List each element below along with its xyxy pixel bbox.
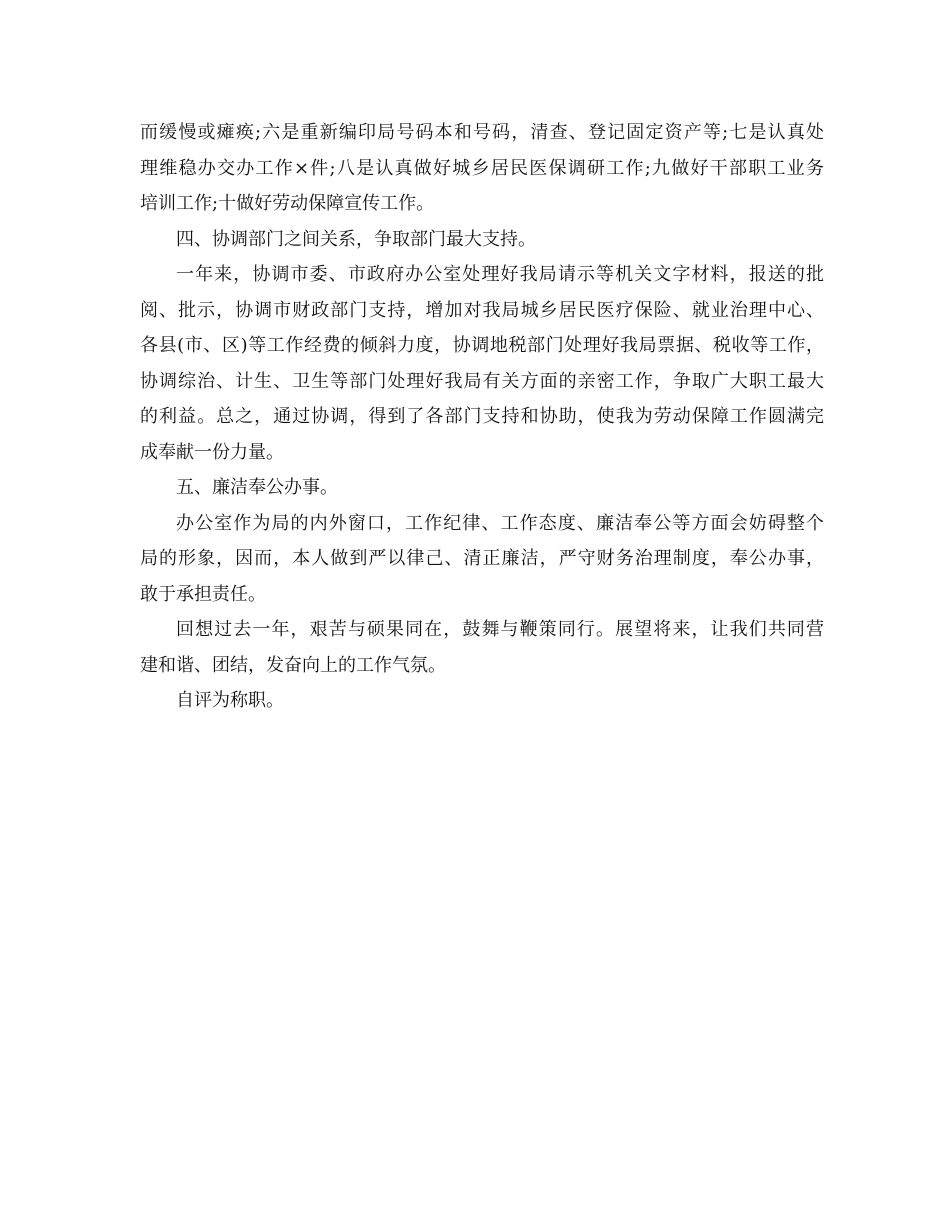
- self-evaluation-line: 自评为称职。: [176, 690, 284, 711]
- section-heading: 五、廉洁奉公办事。: [176, 477, 338, 498]
- text-line: 局的形象，因而，本人做到严以律己、清正廉洁，严守财务治理制度，奉公办事，: [140, 548, 824, 569]
- text-line: 而缓慢或瘫痪;六是重新编印局号码本和号码，清查、登记固定资产等;七是认真处: [140, 122, 824, 143]
- text-line: 敢于承担责任。: [140, 583, 266, 605]
- text-line: 协调综治、计生、卫生等部门处理好我局有关方面的亲密工作，争取广大职工最大: [140, 370, 824, 392]
- section-heading: 四、协调部门之间关系，争取部门最大支持。: [176, 228, 536, 250]
- text-line: 办公室作为局的内外窗口，工作纪律、工作态度、廉洁奉公等方面会妨碍整个: [176, 512, 824, 534]
- text-line: 阅、批示，协调市财政部门支持，增加对我局城乡居民医疗保险、就业治理中心、: [140, 299, 824, 321]
- text-line: 各县(市、区)等工作经费的倾斜力度，协调地税部门处理好我局票据、税收等工作，: [140, 335, 824, 356]
- text-line: 成奉献一份力量。: [140, 441, 284, 463]
- text-line: 建和谐、团结，发奋向上的工作气氛。: [140, 654, 446, 676]
- text-line: 培训工作;十做好劳动保障宣传工作。: [140, 193, 435, 214]
- document-body: [140, 115, 824, 719]
- text-line: 理维稳办交办工作×件;八是认真做好城乡居民医保调研工作;九做好干部职工业务: [140, 157, 824, 179]
- text-line: 的利益。总之，通过协调，得到了各部门支持和协助，使我为劳动保障工作圆满完: [140, 406, 824, 427]
- text-line: 一年来，协调市委、市政府办公室处理好我局请示等机关文字材料，报送的批: [176, 264, 824, 285]
- text-line: 回想过去一年，艰苦与硕果同在，鼓舞与鞭策同行。展望将来，让我们共同营: [176, 619, 824, 640]
